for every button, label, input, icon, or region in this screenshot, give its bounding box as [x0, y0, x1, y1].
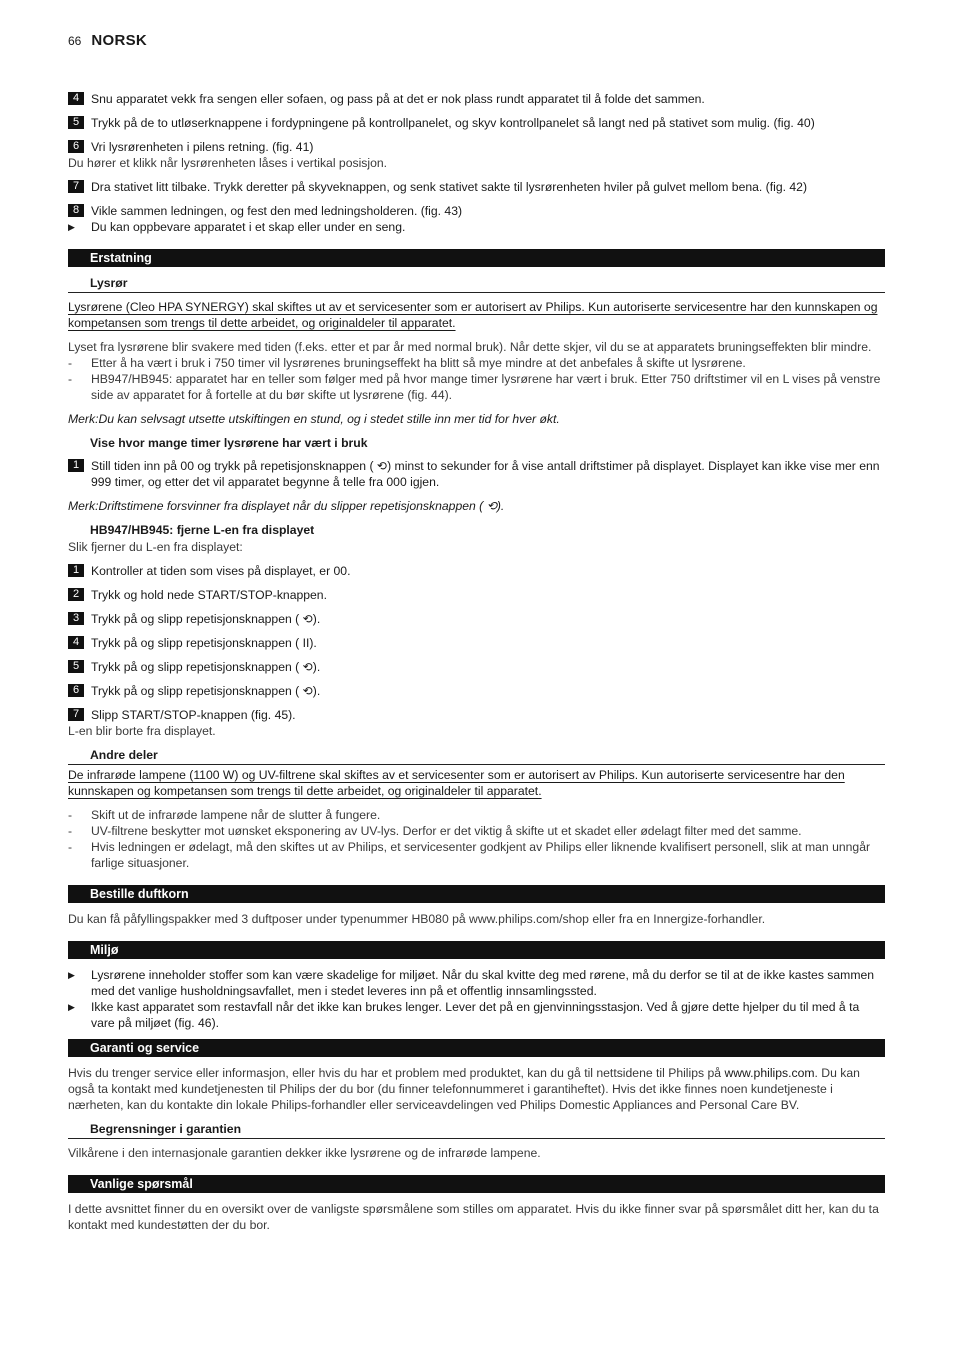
- step-text: Vri lysrørenheten i pilens retning. (fig. 41): [91, 140, 314, 154]
- subheading-lysror: Lysrør: [68, 275, 885, 293]
- miljo-bullet-1: ▶ Lysrørene inneholder stoffer som kan være skadelige for miljøet. Når du skal kvitte deg med rørene, må du derfor se til at de ikke kastes sammen med det vanlige husholdningsavfallet, men i stedet leveres inn på et offentlig innsamlingssted.: [68, 968, 875, 998]
- section-bar-bestille: Bestille duftkorn: [68, 885, 885, 903]
- step-text: Dra stativet litt tilbake. Trykk deretter på skyveknappen, og senk stativet sakte til lysrørenheten hviler på gulvet mellom bena. (fig. 42): [91, 180, 808, 194]
- step-text: Still tiden inn på 00 og trykk på repetisjonsknappen ( ⟲) minst to sekunder for å vise antall driftstimer på displayet. Displayet kan ikke vise mer enn 999 timer, og etter det vil apparatet begynne å telle fra 000 igjen.: [91, 459, 880, 489]
- fjerne-step-7: [68, 707, 885, 723]
- vise-step-1: [68, 458, 885, 490]
- dash-marker: -: [68, 824, 73, 838]
- miljo-bullet-2: ▶ Ikke kast apparatet som restavfall når det ikke kan brukes lenger. Lever det på en gjenvinningsstasjon. Ved å gjøre dette hjelper du til med å ta vare på miljøet (fig. 46).: [68, 1000, 860, 1030]
- step-number: 1: [68, 459, 84, 472]
- subheading-andre-deler: Andre deler: [68, 747, 885, 765]
- step-number: 1: [68, 564, 84, 577]
- andre-intro: De infrarøde lampene (1100 W) og UV-filtrene skal skiftes av et servicesenter som er autorisert av Philips. Kun autoriserte servicesentre har den kunnskapen og kompetansen som trengs til dette arbeidet, og originaldeler til apparatet.: [68, 768, 845, 798]
- merk-note-1: Merk:Du kan selvsagt utsette utskiftingen en stund, og i stedet stille inn mer tid for hver økt.: [68, 412, 560, 426]
- step-5: [68, 115, 885, 131]
- step-number: 8: [68, 204, 84, 217]
- andre-dash-1: - Skift ut de infrarøde lampene når de slutter å fungere.: [68, 808, 381, 822]
- triangle-bullet-icon: ▶: [68, 1002, 75, 1012]
- step-4: [68, 91, 885, 107]
- result-bullet: ▶ Du kan oppbevare apparatet i et skap eller under en seng.: [68, 220, 406, 234]
- section-bar-miljo: Miljø: [68, 941, 885, 959]
- subheading-fjerne: HB947/HB945: fjerne L-en fra displayet: [90, 523, 315, 537]
- step-number: 4: [68, 636, 84, 649]
- vanlige-text: I dette avsnittet finner du en oversikt over de vanligste spørsmålene som stilles om apparatet. Hvis du ikke finner svar på spørsmålet ditt her, kan du ta kontakt med kundestøtten der du bor.: [68, 1202, 879, 1232]
- step-text: Trykk på og slipp repetisjonsknappen ( ⟲).: [91, 684, 321, 698]
- step-7: [68, 179, 885, 195]
- philips-link[interactable]: www.philips.com: [724, 1066, 815, 1080]
- step-number: 5: [68, 116, 84, 129]
- step-text: Vikle sammen ledningen, og fest den med ledningsholderen. (fig. 43): [91, 204, 463, 218]
- bestille-text: Du kan få påfyllingspakker med 3 duftposer under typenummer HB080 på www.philips.com/shop eller fra en Innergize-forhandler.: [68, 912, 766, 926]
- lysror-dash-2: - HB947/HB945: apparatet har en teller som følger med på hvor mange timer lysrørene har vært i bruk. Etter 750 driftstimer vil en L vises på venstre side av apparatet for å fortelle at du bør skifte ut lysrørene (fig. 44).: [68, 372, 881, 402]
- fjerne-outro: L-en blir borte fra displayet.: [68, 724, 216, 738]
- section-bar-vanlige: Vanlige spørsmål: [68, 1175, 885, 1193]
- dash-marker: -: [68, 808, 73, 822]
- page-header: [68, 33, 147, 49]
- step-text: Snu apparatet vekk fra sengen eller sofaen, og pass på at det er nok plass rundt apparatet til å folde det sammen.: [91, 92, 705, 106]
- step-number: 3: [68, 612, 84, 625]
- fjerne-step-1: [68, 563, 885, 579]
- fjerne-step-6: [68, 683, 885, 699]
- dash-marker: -: [68, 356, 73, 370]
- step-number: 7: [68, 180, 84, 193]
- fjerne-step-2: [68, 587, 885, 603]
- begrensninger-text: Vilkårene i den internasjonale garantien dekker ikke lysrørene og de infrarøde lampene.: [68, 1146, 541, 1160]
- triangle-bullet-icon: ▶: [68, 970, 75, 980]
- fjerne-step-4: [68, 635, 885, 651]
- step-text: Trykk på og slipp repetisjonsknappen ( II).: [91, 636, 317, 650]
- step-number: 6: [68, 684, 84, 697]
- dash-marker: -: [68, 372, 73, 386]
- subheading-vise: Vise hvor mange timer lysrørene har vært i bruk: [90, 436, 368, 450]
- garanti-text: Hvis du trenger service eller informasjon, eller hvis du har et problem med produktet, kan du gå til nettsidene til Philips på www.philips.com. Du kan også ta kontakt med kundetjenesten til Philips der du bor (du finner telefonnummeret i garantiheftet). Hvis det ikke finnes noen kundetjeneste i nærheten, kan du kontakte din lokale Philips-forhandler eller serviceavdelingen ved Philips Domestic Appliances and Personal Care BV.: [68, 1066, 860, 1112]
- merk-note-2: Merk:Driftstimene forsvinner fra displayet når du slipper repetisjonsknappen ( ⟲).: [68, 499, 505, 513]
- page-content: [68, 91, 885, 1233]
- lysror-paragraph: Lyset fra lysrørene blir svakere med tiden (f.eks. etter et par år med normal bruk). Når dette skjer, vil du se at apparatets bruningseffekten blir mindre.: [68, 340, 872, 354]
- step-number: 6: [68, 140, 84, 153]
- step-text: Kontroller at tiden som vises på displayet, er 00.: [91, 564, 351, 578]
- dash-marker: -: [68, 840, 73, 854]
- step-text: Trykk på og slipp repetisjonsknappen ( ⟲).: [91, 612, 321, 626]
- fjerne-intro: Slik fjerner du L-en fra displayet:: [68, 540, 243, 554]
- step-6: [68, 139, 885, 155]
- language-heading: NORSK: [91, 32, 148, 49]
- lysror-dash-1: - Etter å ha vært i bruk i 750 timer vil lysrørenes bruningseffekt ha blitt så mye mindre at det anbefales å skifte ut lysrørene.: [68, 356, 746, 370]
- step-text: Slipp START/STOP-knappen (fig. 45).: [91, 708, 296, 722]
- triangle-bullet-icon: ▶: [68, 222, 75, 232]
- step-number: 7: [68, 708, 84, 721]
- andre-dash-3: - Hvis ledningen er ødelagt, må den skiftes ut av Philips, et servicesenter godkjent av Philips eller liknende kvalifisert personell, slik at man unngår farlige situasjoner.: [68, 840, 871, 870]
- fjerne-step-3: [68, 611, 885, 627]
- step-8: [68, 203, 885, 219]
- subheading-begrensninger: Begrensninger i garantien: [68, 1121, 885, 1139]
- step-text: Trykk på de to utløserknappene i fordypningene på kontrollpanelet, og skyv kontrollpanelet så langt ned på stativet som mulig. (fig. 40): [91, 116, 815, 130]
- step-number: 4: [68, 92, 84, 105]
- andre-dash-2: - UV-filtrene beskytter mot uønsket eksponering av UV-lys. Derfor er det viktig å skifte ut et skadet eller ødelagt filter med det samme.: [68, 824, 802, 838]
- section-bar-erstatning: Erstatning: [68, 249, 885, 267]
- step-number: 2: [68, 588, 84, 601]
- step-6-note: Du hører et klikk når lysrørenheten låses i vertikal posisjon.: [68, 156, 388, 170]
- fjerne-step-5: [68, 659, 885, 675]
- step-number: 5: [68, 660, 84, 673]
- step-text: Trykk på og slipp repetisjonsknappen ( ⟲).: [91, 660, 321, 674]
- section-bar-garanti: Garanti og service: [68, 1039, 885, 1057]
- page-number: 66: [68, 34, 82, 48]
- lysror-intro: Lysrørene (Cleo HPA SYNERGY) skal skiftes ut av et servicesenter som er autorisert av Philips. Kun autoriserte servicesentre har den kunnskapen og kompetansen som trengs til dette arbeidet, og originaldeler til apparatet.: [68, 300, 878, 330]
- step-text: Trykk og hold nede START/STOP-knappen.: [91, 588, 327, 602]
